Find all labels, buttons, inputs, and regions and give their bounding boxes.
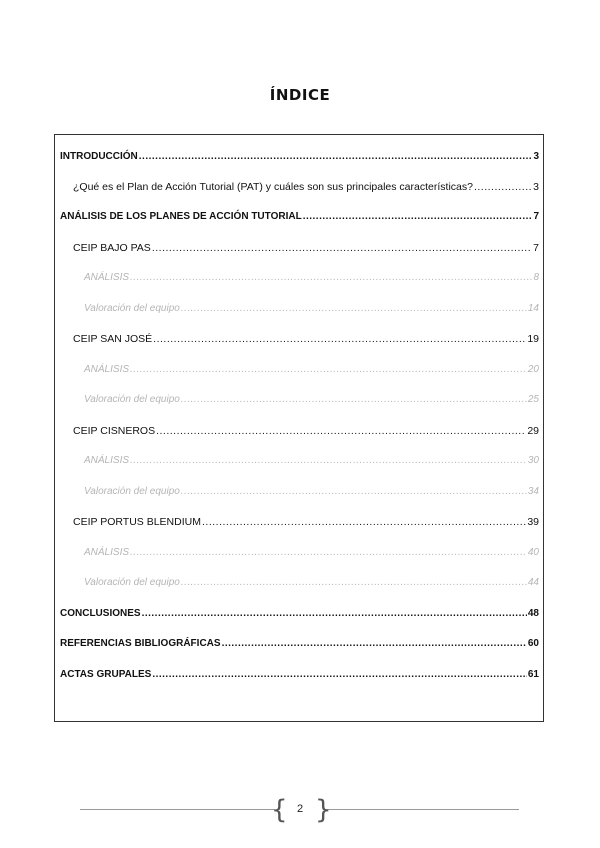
toc-entry-analisis[interactable]	[84, 272, 539, 284]
table-of-contents	[54, 134, 544, 722]
toc-entry-ceip-san-jose[interactable]	[73, 333, 539, 345]
toc-entry-page: 3	[533, 151, 539, 162]
page-title: ÍNDICE	[269, 86, 331, 104]
toc-entry-analisis[interactable]	[84, 455, 539, 467]
toc-entry-label: Valoración del equipo	[84, 577, 180, 588]
left-brace-icon: {	[271, 795, 288, 825]
page-number: 2	[296, 803, 304, 815]
toc-entry-page: 8	[533, 272, 539, 283]
toc-entry-page: 25	[527, 394, 539, 405]
toc-entry-label: ANÁLISIS	[84, 272, 130, 283]
toc-entry-label: ANÁLISIS	[84, 455, 130, 466]
toc-entry-page: 60	[527, 638, 539, 649]
toc-entry-page: 44	[527, 577, 539, 588]
toc-entry-que-es-pat[interactable]	[73, 181, 539, 193]
toc-entry-label: Valoración del equipo	[84, 394, 180, 405]
toc-entry-introduccion[interactable]	[60, 151, 539, 163]
toc-entry-page: 34	[527, 486, 539, 497]
toc-entry-page: 20	[527, 364, 539, 375]
toc-entry-page: 7	[533, 242, 539, 254]
footer-divider-right	[324, 809, 519, 810]
toc-entry-valoracion[interactable]	[84, 303, 539, 315]
toc-entry-page: 30	[527, 455, 539, 466]
toc-entry-analisis[interactable]	[84, 547, 539, 559]
toc-entry-label: CEIP CISNEROS	[73, 425, 156, 437]
toc-entry-page: 19	[527, 333, 539, 345]
toc-entry-label: ACTAS GRUPALES	[60, 669, 152, 680]
toc-entry-page: 3	[533, 181, 539, 193]
toc-entry-valoracion[interactable]	[84, 577, 539, 589]
toc-entry-label: Valoración del equipo	[84, 486, 180, 497]
toc-entry-page: 29	[527, 425, 539, 437]
footer-divider-left	[80, 809, 275, 810]
toc-entry-page: 48	[527, 608, 539, 619]
toc-entry-label: CEIP SAN JOSÉ	[73, 333, 153, 345]
toc-entry-ceip-portus-blendium[interactable]	[73, 516, 539, 528]
toc-entry-analisis[interactable]	[84, 364, 539, 376]
toc-entry-valoracion[interactable]	[84, 394, 539, 406]
toc-entry-label: INTRODUCCIÓN	[60, 151, 138, 162]
toc-entry-page: 40	[527, 547, 539, 558]
toc-entry-label: Valoración del equipo	[84, 303, 180, 314]
toc-entry-ceip-cisneros[interactable]	[73, 425, 539, 437]
toc-entry-page: 61	[527, 669, 539, 680]
toc-entry-conclusiones[interactable]	[60, 608, 539, 620]
toc-entry-label: CEIP PORTUS BLENDIUM	[73, 516, 201, 528]
toc-entry-analisis-planes[interactable]	[60, 211, 539, 223]
toc-entry-label: ANÁLISIS DE LOS PLANES DE ACCIÓN TUTORIAL	[60, 211, 302, 222]
toc-entry-label: CONCLUSIONES	[60, 608, 141, 619]
toc-entry-page: 39	[527, 516, 539, 528]
toc-entry-label: CEIP BAJO PAS	[73, 242, 151, 254]
right-brace-icon: }	[315, 795, 332, 825]
toc-entry-label: ANÁLISIS	[84, 547, 130, 558]
toc-entry-label: REFERENCIAS BIBLIOGRÁFICAS	[60, 638, 221, 649]
toc-entry-referencias[interactable]	[60, 638, 539, 650]
toc-entry-actas-grupales[interactable]	[60, 669, 539, 681]
toc-entry-label: ¿Qué es el Plan de Acción Tutorial (PAT) y cuáles son sus principales características?	[73, 181, 473, 193]
toc-entry-page: 7	[533, 211, 539, 222]
toc-entry-page: 14	[527, 303, 539, 314]
toc-entry-ceip-bajo-pas[interactable]	[73, 242, 539, 254]
toc-entry-label: ANÁLISIS	[84, 364, 130, 375]
toc-entry-valoracion[interactable]	[84, 486, 539, 498]
